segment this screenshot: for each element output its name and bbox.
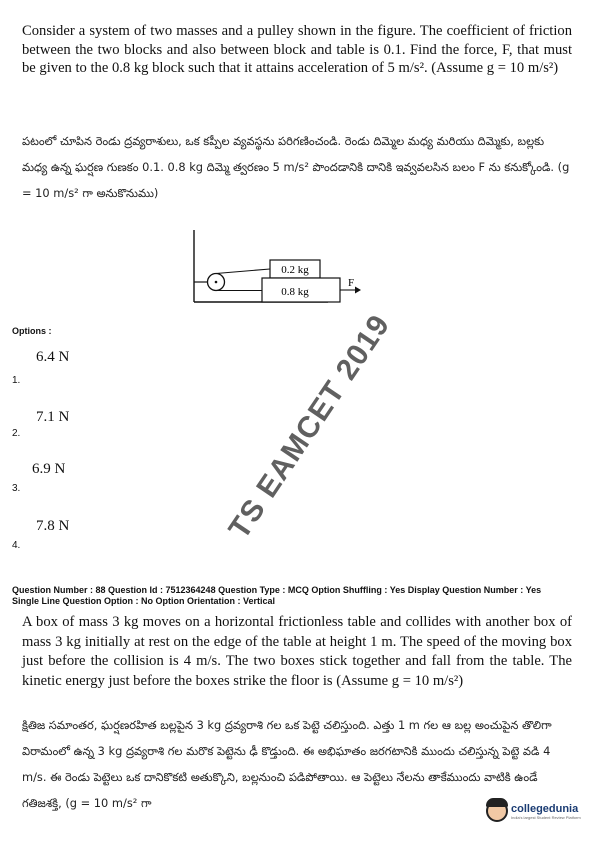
next-question-text-telugu: క్షితిజ సమాంతర, ఘర్షణరహిత బల్లపైన 3 kg ద్రవ్యరాశి గల ఒక పెట్టె చలిస్తుంది. ఎత్తు 1 m గల ఆ బల్ల అంచుపైన తొలిగా విరామంలో ఉన్న 3 kg ద్రవ్యరాశి గల మరొక పెట్టెను ఢీ కొడ్తుంది. ఈ అభిఘాతం జరగటానికి ముందు చలిస్తున్న పెట్టె వడి 4 m/s. ఈ రెండు పెట్టెలు ఒక దానికొకటి అతుక్కొని, బల్లనుంచి పడిపోతాయి. ఆ పెట్టెలు నేలను తాకేముందు వాటికి ఉండే గతిజశక్తి, (g = 10 m/s² గా xyxy=(22,718,552,810)
option-2-number: 2. xyxy=(12,428,21,439)
bottom-block-label: 0.8 kg xyxy=(281,286,309,298)
options-label: Options : xyxy=(12,326,52,336)
question-meta xyxy=(12,585,587,606)
arrow-right-icon xyxy=(355,287,361,294)
question-text-telugu: పటంలో చూపిన రెండు ద్రవ్యరాశులు, ఒక కప్పీల వ్యవస్థను పరిగణించండి. రెండు దిమ్మెల మధ్య మరియు దిమ్మెకు, బల్లకు మధ్య ఉన్న ఘర్షణ గుణకం 0.1. 0.8 kg దిమ్మె త్వరణం 5 m/s² పొందడానికి దానికి ఇవ్వవలసిన బలం F ను కనుక్కోండి. (g = 10 m/s² గా అనుకొనుము) xyxy=(22,134,570,200)
force-label: F xyxy=(348,277,355,289)
option-2-text[interactable]: 7.1 N xyxy=(36,409,70,425)
pulley-blocks-figure xyxy=(188,230,378,310)
option-4-text[interactable]: 7.8 N xyxy=(36,518,70,534)
logo-name: collegedunia xyxy=(511,802,579,815)
top-block-label: 0.2 kg xyxy=(281,264,309,276)
mascot-face-icon xyxy=(486,800,508,822)
option-3-number: 3. xyxy=(12,483,21,494)
question-meta-line2: Single Line Question Option : No Option Orientation : Vertical xyxy=(12,595,276,606)
option-1-number: 1. xyxy=(12,375,21,386)
watermark: TS EAMCET 2019 xyxy=(222,308,397,545)
logo-tagline: India's largest Student Review Platform xyxy=(511,814,581,820)
next-question-text-english: A box of mass 3 kg moves on a horizontal frictionless table and collides with another box of mass 3 kg initially at rest on the edge of the table at height 1 m. The speed of the moving box just before the collision is 4 m/s. The two boxes stick together and fall from the table. The kinetic energy just before the boxes strike the floor is (Assume g = 10 m/s²) xyxy=(22,614,572,689)
question-meta-line1: Question Number : 88 Question Id : 7512364248 Question Type : MCQ Option Shuffling : Yes Display Question Number : Yes xyxy=(12,585,542,595)
question-text-english: Consider a system of two masses and a pulley shown in the figure. The coefficient of friction between the two blocks and also between block and table is 0.1. Find the force, F, that must be given to the 0.8 kg block such that it attains acceleration of 5 m/s². (Assume g = 10 m/s²) xyxy=(22,23,572,76)
option-1-text[interactable]: 6.4 N xyxy=(36,349,70,365)
option-4-number: 4. xyxy=(12,540,21,551)
collegedunia-logo xyxy=(486,800,581,822)
option-3-text[interactable]: 6.9 N xyxy=(32,461,66,477)
